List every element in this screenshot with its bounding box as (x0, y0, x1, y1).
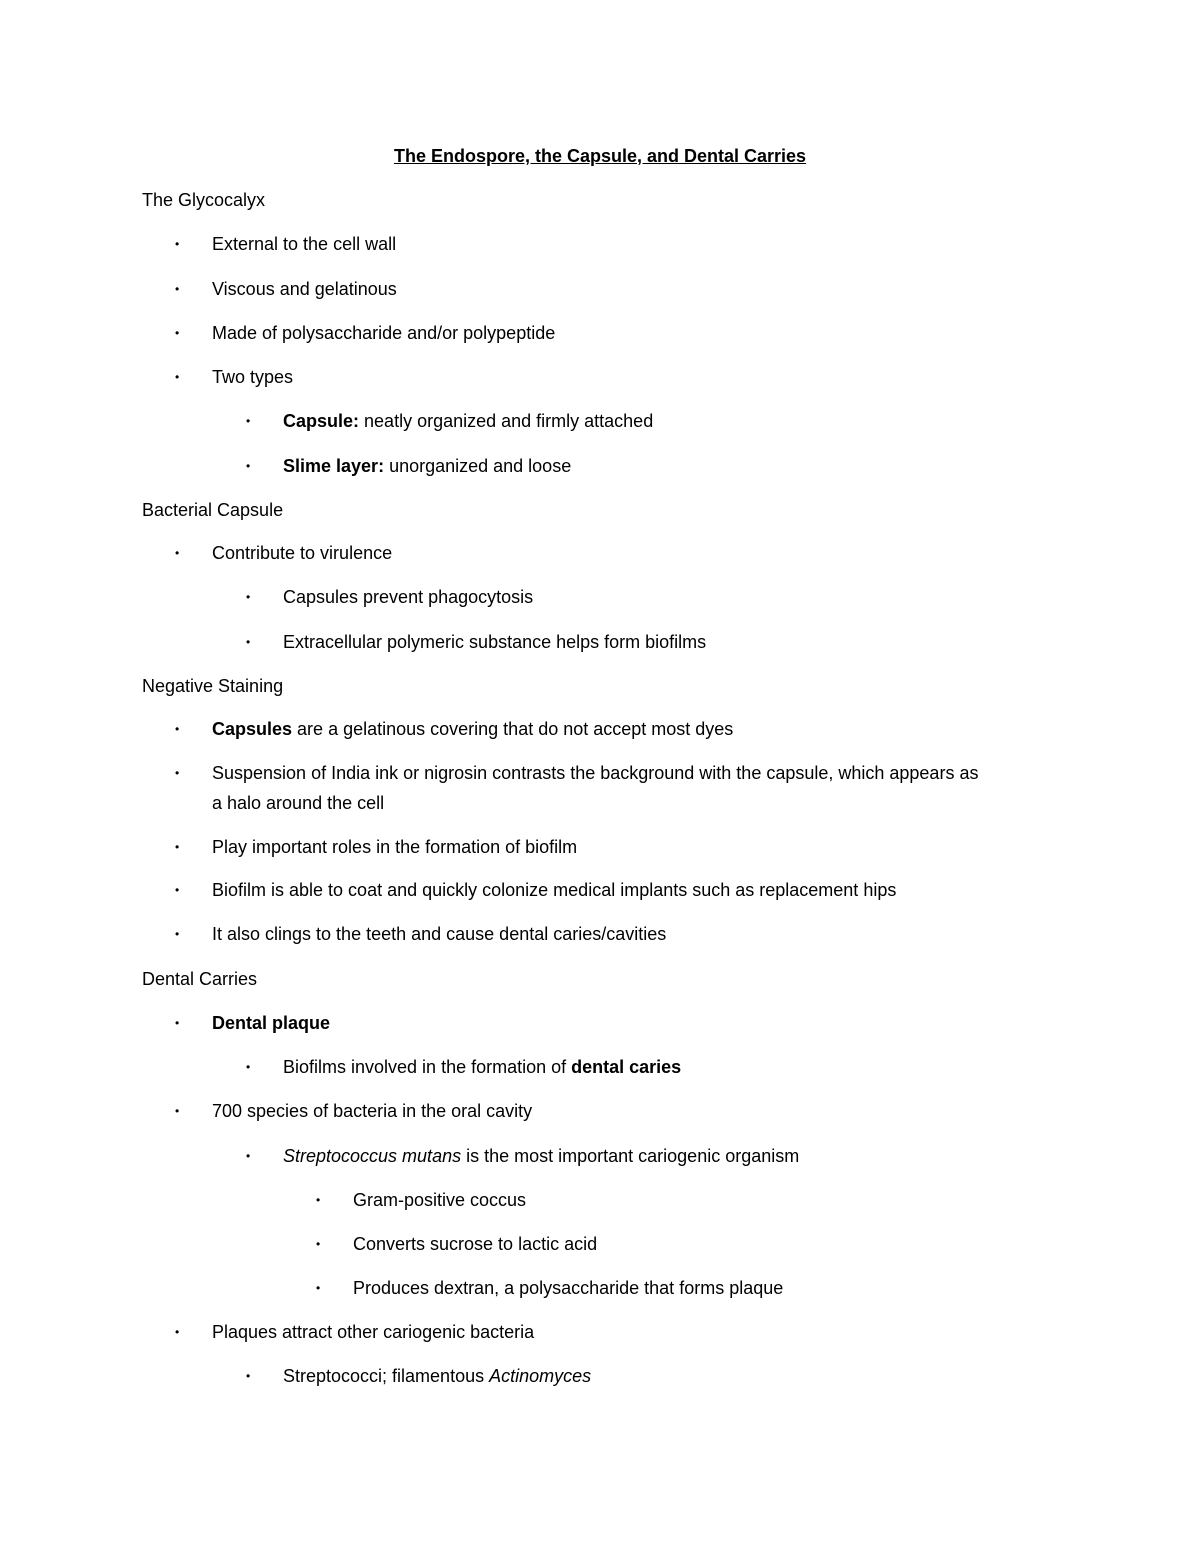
list-item: • Slime layer: unorganized and loose (246, 456, 572, 476)
bullet-icon: • (246, 1369, 251, 1383)
bullet-icon: • (175, 766, 180, 780)
list-item: • Capsule: neatly organized and firmly attached (246, 411, 654, 431)
list-item: • Streptococcus mutans is the most important cariogenic organism (246, 1146, 800, 1166)
bullet-icon: • (175, 1104, 180, 1118)
bullet-icon: • (246, 414, 251, 428)
bullet-icon: • (246, 635, 251, 649)
bullet-icon: • (175, 326, 180, 340)
bullet-icon: • (316, 1281, 321, 1295)
list-item: • External to the cell wall (175, 234, 397, 254)
document-title: The Endospore, the Capsule, and Dental Carries (393, 146, 807, 166)
list-item: • Biofilms involved in the formation of dental caries (246, 1057, 682, 1077)
list-item: • Streptococci; filamentous Actinomyces (246, 1366, 592, 1386)
bullet-icon: • (246, 590, 251, 604)
list-item: • Play important roles in the formation of biofilm (175, 837, 578, 857)
bullet-icon: • (316, 1237, 321, 1251)
list-item: • Contribute to virulence (175, 543, 393, 563)
list-item: • Dental plaque (175, 1013, 331, 1033)
list-item-continuation: a halo around the cell (212, 793, 385, 813)
list-item: • Capsules are a gelatinous covering that do not accept most dyes (175, 719, 734, 739)
bullet-icon: • (175, 546, 180, 560)
list-item: • Extracellular polymeric substance helps form biofilms (246, 632, 707, 652)
bullet-icon: • (175, 722, 180, 736)
bullet-icon: • (175, 840, 180, 854)
section-heading-negative-staining: Negative Staining (142, 676, 284, 696)
list-item: • 700 species of bacteria in the oral cavity (175, 1101, 533, 1121)
list-item: • It also clings to the teeth and cause dental caries/cavities (175, 924, 667, 944)
bullet-icon: • (175, 1325, 180, 1339)
list-item: • Two types (175, 367, 294, 387)
bullet-icon: • (175, 282, 180, 296)
bullet-icon: • (175, 237, 180, 251)
list-item: • Plaques attract other cariogenic bacteria (175, 1322, 535, 1342)
list-item: • Gram-positive coccus (316, 1190, 527, 1210)
bullet-icon: • (316, 1193, 321, 1207)
bullet-icon: • (246, 459, 251, 473)
list-item: • Biofilm is able to coat and quickly colonize medical implants such as replacement hips (175, 880, 897, 900)
list-item: • Viscous and gelatinous (175, 279, 397, 299)
list-item: • Suspension of India ink or nigrosin contrasts the background with the capsule, which appears as (175, 763, 979, 783)
bullet-icon: • (175, 1016, 180, 1030)
bullet-icon: • (175, 927, 180, 941)
list-item: • Produces dextran, a polysaccharide that forms plaque (316, 1278, 784, 1298)
bullet-icon: • (246, 1149, 251, 1163)
bullet-icon: • (175, 883, 180, 897)
bullet-icon: • (246, 1060, 251, 1074)
section-heading-capsule: Bacterial Capsule (142, 500, 284, 520)
section-heading-glycocalyx: The Glycocalyx (142, 190, 266, 210)
list-item: • Capsules prevent phagocytosis (246, 587, 534, 607)
section-heading-dental-carries: Dental Carries (142, 969, 258, 989)
list-item: • Converts sucrose to lactic acid (316, 1234, 598, 1254)
bullet-icon: • (175, 370, 180, 384)
list-item: • Made of polysaccharide and/or polypeptide (175, 323, 556, 343)
